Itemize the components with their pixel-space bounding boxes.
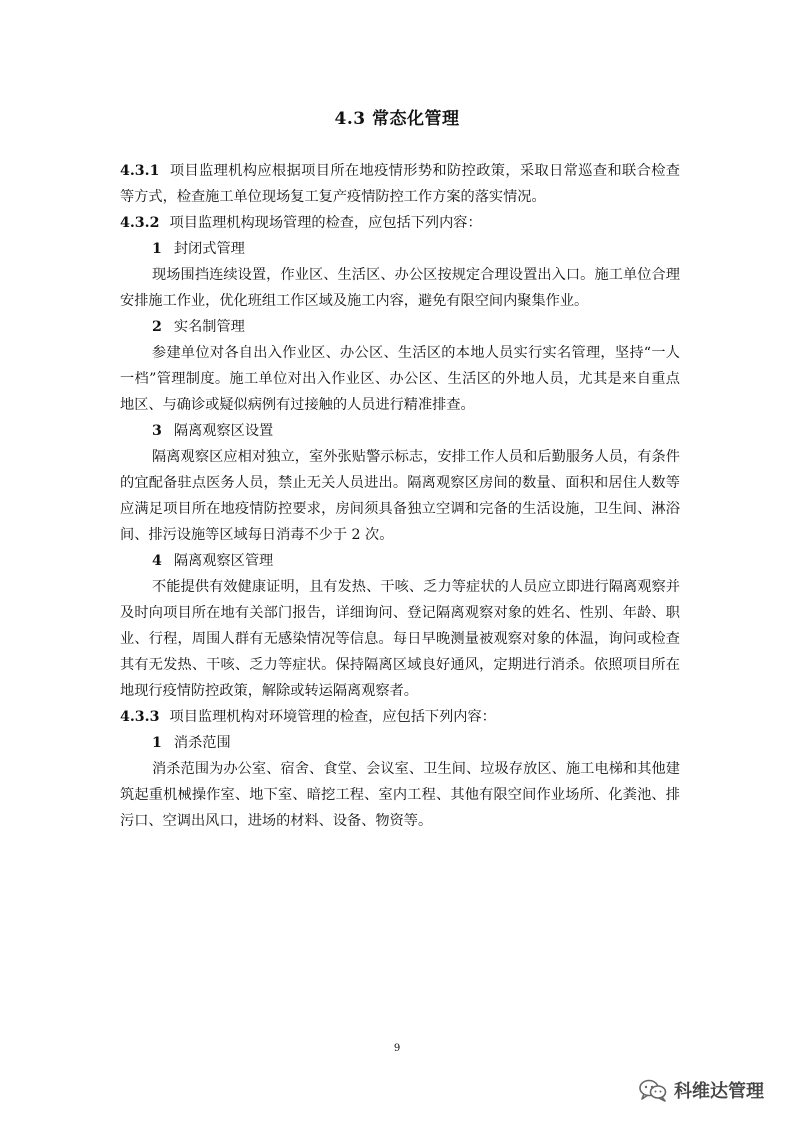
clause-4-3-3 xyxy=(120,704,680,730)
item-number: 1 xyxy=(152,735,162,751)
item-disinfection-scope xyxy=(120,730,680,756)
page-number: 9 xyxy=(393,1043,401,1054)
paragraph-isolation-area-management: 不能提供有效健康证明，且有发热、干咳、乏力等症状的人员应立即进行隔离观察并及时向项目所在地有关部门报告，详细询问、登记隔离观察对象的姓名、性别、年龄、职业、行程，周围人群有无感染情况等信息。每日早晚测量被观察对象的体温，询问或检查其有无发热、干咳、乏力等症状。保持隔离区域良好通风，定期进行消杀。依照项目所在地现行疫情防控政策，解除或转运隔离观察者。 xyxy=(120,579,680,699)
clause-number: 4.3.2 xyxy=(120,215,160,231)
paragraph-isolation-area-setup: 隔离观察区应相对独立，室外张贴警示标志，安排工作人员和后勤服务人员，有条件的宜配备驻点医务人员，禁止无关人员进出。隔离观察区房间的数量、面积和居住人数等应满足项目所在地疫情防控要求，房间须具备独立空调和完备的生活设施，卫生间、淋浴间、排污设施等区域每日消毒不少于 2 次。 xyxy=(120,449,680,543)
clause-text: 项目监理机构应根据项目所在地疫情形势和防控政策，采取日常巡查和联合检查等方式，检查施工单位现场复工复产疫情防控工作方案的落实情况。 xyxy=(120,163,680,205)
item-number: 1 xyxy=(152,241,162,257)
item-heading: 隔离观察区设置 xyxy=(173,423,274,439)
item-number: 4 xyxy=(152,553,162,569)
section-title: 4.3 常态化管理 xyxy=(334,109,460,129)
item-number: 3 xyxy=(152,423,162,439)
item-isolation-area-setup xyxy=(120,418,680,444)
wechat-icon xyxy=(638,1078,668,1102)
clause-4-3-2 xyxy=(120,210,680,236)
item-closed-management xyxy=(120,236,680,262)
item-heading: 消杀范围 xyxy=(173,735,231,751)
item-heading: 封闭式管理 xyxy=(173,241,245,257)
clause-number: 4.3.1 xyxy=(120,163,160,179)
watermark-text: 科维达管理 xyxy=(674,1081,764,1102)
item-heading: 实名制管理 xyxy=(173,319,245,335)
clause-text: 项目监理机构对环境管理的检查，应包括下列内容： xyxy=(169,709,496,725)
item-heading: 隔离观察区管理 xyxy=(173,553,274,569)
item-real-name-management xyxy=(120,314,680,340)
watermark xyxy=(638,1076,764,1104)
clause-number: 4.3.3 xyxy=(120,709,160,725)
paragraph-disinfection-scope: 消杀范围为办公室、宿舍、食堂、会议室、卫生间、垃圾存放区、施工电梯和其他建筑起重机械操作室、地下室、暗挖工程、室内工程、其他有限空间作业场所、化粪池、排污口、空调出风口，进场的材料、设备、物资等。 xyxy=(120,761,680,829)
paragraph-closed-management: 现场围挡连续设置，作业区、生活区、办公区按规定合理设置出入口。施工单位合理安排施工作业，优化班组工作区域及施工内容，避免有限空间内聚集作业。 xyxy=(120,267,680,309)
clause-4-3-1 xyxy=(120,158,680,210)
item-number: 2 xyxy=(152,319,162,335)
document-body xyxy=(120,158,680,834)
clause-text: 项目监理机构现场管理的检查，应包括下列内容： xyxy=(169,215,482,231)
item-isolation-area-management xyxy=(120,548,680,574)
paragraph-real-name-management: 参建单位对各自出入作业区、办公区、生活区的本地人员实行实名管理，坚持“一人一档”管理制度。施工单位对出入作业区、办公区、生活区的外地人员，尤其是来自重点地区、与确诊或疑似病例有过接触的人员进行精准排查。 xyxy=(120,345,680,413)
